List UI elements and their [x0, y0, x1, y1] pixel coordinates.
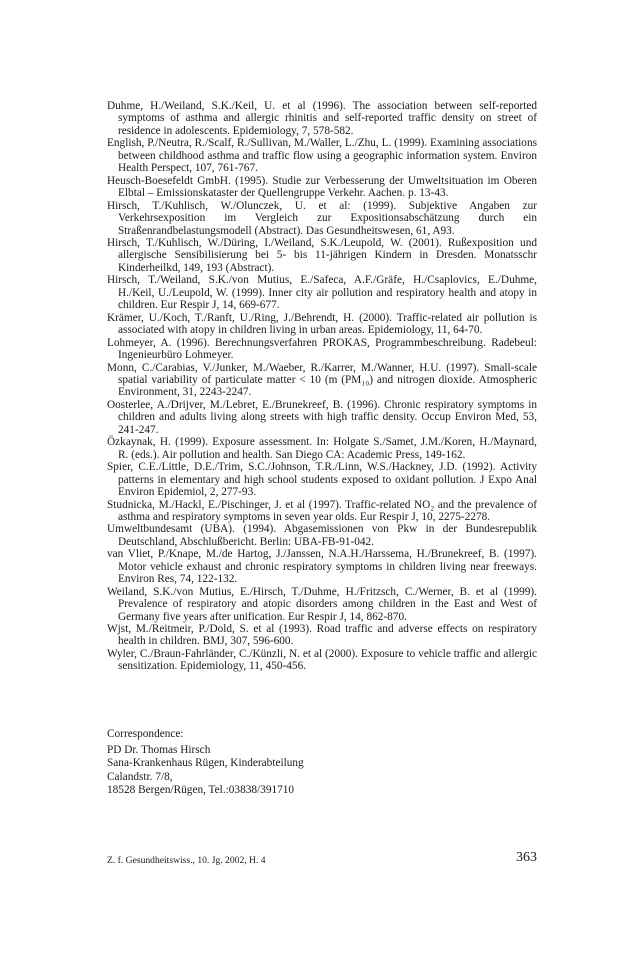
reference-item: Wyler, C./Braun-Fahrländer, C./Künzli, N. et al (2000). Exposure to vehicle traffic and allergic sensitization. Epidemiology, 11, 450-456. — [107, 647, 537, 673]
journal-citation: Z. f. Gesundheitswiss., 10. Jg. 2002, H. 4 — [107, 855, 266, 866]
correspondence-heading: Correspondence: — [107, 728, 184, 740]
reference-item: van Vliet, P./Knape, M./de Hartog, J./Janssen, N.A.H./Harssema, H./Brunekreef, B. (1997). Motor vehicle exhaust and chronic respiratory symptoms in children living near freeways. Environ Res, 74, 122-132. — [107, 548, 537, 586]
correspondence-block — [107, 728, 537, 798]
correspondence-institution: Sana-Krankenhaus Rügen, Kinderabteilung — [107, 757, 304, 770]
reference-item: Oosterlee, A./Drijver, M./Lebret, E./Brunekreef, B. (1996). Chronic respiratory symptoms in children and adults living along streets with high traffic density. Occup Environ Med, 53, 241-247. — [107, 398, 537, 436]
reference-item: Umweltbundesamt (UBA). (1994). Abgasemissionen von Pkw in der Bundesrepublik Deutschland, Abschlußbericht. Berlin: UBA-FB-91-042. — [107, 523, 537, 548]
reference-item: Özkaynak, H. (1999). Exposure assessment. In: Holgate S./Samet, J.M./Koren, H./Maynard, R. (eds.). Air pollution and health. San Diego CA: Academic Press, 149-162. — [107, 436, 537, 461]
reference-list — [107, 100, 537, 673]
reference-item: English, P./Neutra, R./Scalf, R./Sullivan, M./Waller, L./Zhu, L. (1999). Examining associations between childhood asthma and traffic flow using a geographic information system. Environ Health Perspect, 107, 761-767. — [107, 137, 537, 175]
reference-item: Studnicka, M./Hackl, E./Pischinger, J. et al (1997). Traffic-related NO₂ and the prevalence of asthma and respiratory symptoms in seven year olds. Eur Respir J, 10, 2275-2278. — [107, 498, 537, 523]
reference-item: Spier, C.E./Little, D.E./Trim, S.C./Johnson, T.R./Linn, W.S./Hackney, J.D. (1992). Activity patterns in elementary and high school students exposed to oxidant pollution. J Expo Anal Environ Epidemiol, 2, 277-93. — [107, 461, 537, 499]
reference-item: Hirsch, T./Kuhlisch, W./Olunczek, U. et al: (1999). Subjektive Angaben zur Verkehrsexposition im Vergleich zur Expositionsabschätzung durch ein Straßenrandbelastungsmodell (Abstract). Das Gesundheitswesen, 61, A93. — [107, 199, 537, 237]
reference-item: Duhme, H./Weiland, S.K./Keil, U. et al (1996). The association between self-reported symptoms of asthma and allergic rhinitis and self-reported traffic density on street of residence in adolescents. Epidemiology, 7, 578-582. — [107, 100, 537, 137]
reference-item: Heusch-Boesefeldt GmbH. (1995). Studie zur Verbesserung der Umweltsituation im Oberen Elbtal – Emissionskataster der Quellengruppe Verkehr. Aachen. p. 13-43. — [107, 174, 537, 200]
reference-item: Wjst, M./Reitmeir, P./Dold, S. et al (1993). Road traffic and adverse effects on respiratory health in children. BMJ, 307, 596-600. — [107, 623, 537, 648]
reference-item: Hirsch, T./Kuhlisch, W./Düring, I./Weiland, S.K./Leupold, W. (2001). Rußexposition und allergische Sensibilisierung bei 5- bis 11-jährigen Kindern in Dresden. Monatsschr Kinderheilkd, 149, 193 (Abstract). — [107, 236, 537, 274]
reference-item: Hirsch, T./Weiland, S.K./von Mutius, E./Safeca, A.F./Gräfe, H./Csaplovics, E./Duhme, H./Keil, U./Leupold, W. (1999). Inner city air pollution and respiratory health and atopy in children. Eur Respir J, 14, 669-677. — [107, 274, 537, 312]
reference-item: Krämer, U./Koch, T./Ranft, U./Ring, J./Behrendt, H. (2000). Traffic-related air pollution is associated with atopy in children living in urban areas. Epidemiology, 11, 64-70. — [107, 311, 537, 337]
correspondence-city-phone: 18528 Bergen/Rügen, Tel.:03838/391710 — [107, 784, 295, 797]
reference-item: Lohmeyer, A. (1996). Berechnungsverfahren PROKAS, Programmbeschreibung. Radebeul: Ingenieurbüro Lohmeyer. — [107, 336, 537, 362]
correspondence-street: Calandstr. 7/8, — [107, 770, 173, 783]
page-number: 363 — [516, 850, 537, 865]
reference-item: Monn, C./Carabias, V./Junker, M./Waeber, R./Karrer, M./Wanner, H.U. (1997). Small-scale spatial variability of particulate matter < 10 (m (PM₁₀) and nitrogen dioxide. Atmospheric Environment, 31, 2243-2247. — [107, 361, 537, 399]
correspondence-name: PD Dr. Thomas Hirsch — [107, 743, 211, 756]
reference-item: Weiland, S.K./von Mutius, E./Hirsch, T./Duhme, H./Fritzsch, C./Werner, B. et al (1999). Prevalence of respiratory and atopic disorders among children in the East and West of Germany five years after unification. Eur Respir J, 14, 862-870. — [107, 585, 537, 623]
